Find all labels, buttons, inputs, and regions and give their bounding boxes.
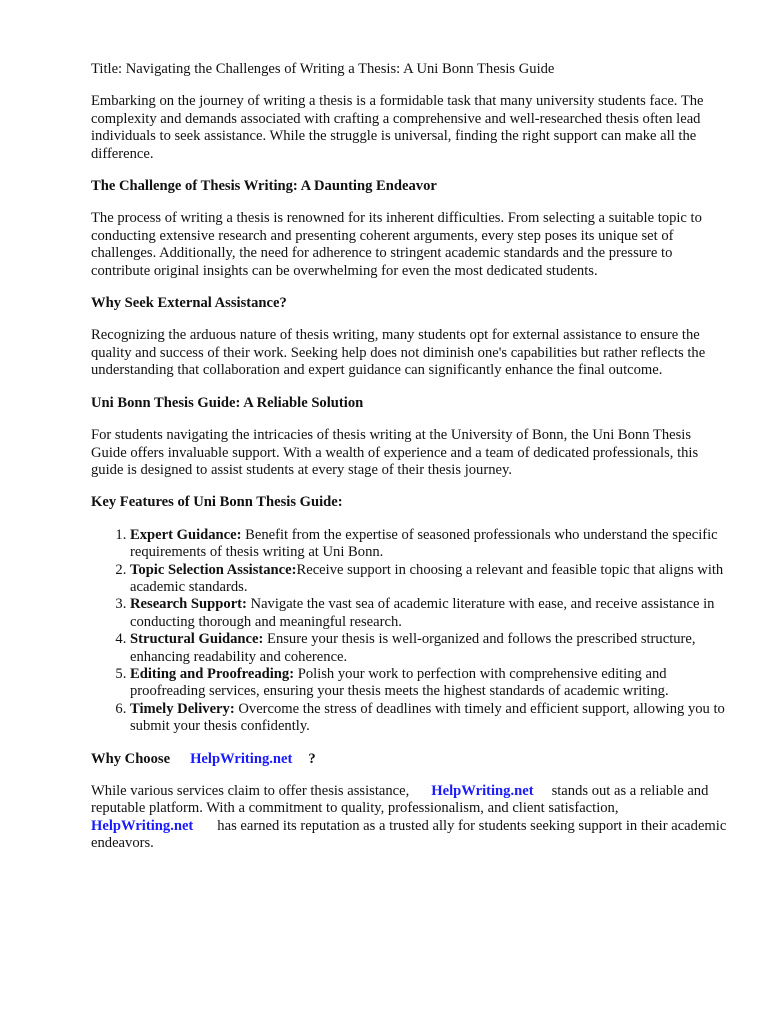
document-title: Title: Navigating the Challenges of Writing a Thesis: A Uni Bonn Thesis Guide <box>91 61 555 77</box>
final-paragraph <box>91 783 728 853</box>
heading-challenge: The Challenge of Thesis Writing: A Daunting Endeavor <box>91 178 437 195</box>
feature-label: Topic Selection Assistance: <box>130 561 297 578</box>
heading-features: Key Features of Uni Bonn Thesis Guide: <box>91 494 343 511</box>
final-text-1: While various services claim to offer thesis assistance, <box>91 783 410 799</box>
final-text-2: stands out as a reliable and reputable platform. With a commitment to quality, professionalism, and client satisfaction, <box>91 783 709 817</box>
helpwriting-link[interactable]: HelpWriting.net <box>91 817 194 834</box>
feature-text: Ensure your thesis is well-organized and follows the prescribed structure, enhancing readability and coherence. <box>130 631 696 665</box>
guide-paragraph: For students navigating the intricacies of thesis writing at the University of Bonn, the Uni Bonn Thesis Guide offers invaluable support. With a wealth of experience and a team of dedicated professionals, this guide is designed to assist students at every stage of their thesis journey. <box>91 427 699 478</box>
helpwriting-link[interactable]: HelpWriting.net <box>431 783 534 799</box>
features-list <box>91 527 728 736</box>
why-assistance-paragraph: Recognizing the arduous nature of thesis writing, many students opt for external assistance to ensure the quality and success of their work. Seeking help does not diminish one's capabilities but rather reflects the understanding that collaboration and expert guidance can significantly enhance the final outcome. <box>91 327 706 379</box>
helpwriting-link[interactable]: HelpWriting.net <box>190 750 293 767</box>
list-item <box>130 701 728 736</box>
feature-text: Polish your work to perfection with comprehensive editing and proofreading services, ensuring your thesis meets the highest standards of academic writing. <box>130 665 669 700</box>
feature-text: Overcome the stress of deadlines with timely and efficient support, allowing you to submit your thesis confidently. <box>130 700 725 735</box>
why-choose-suffix: ? <box>308 750 316 767</box>
list-item <box>130 527 728 562</box>
list-item <box>130 596 728 631</box>
heading-guide: Uni Bonn Thesis Guide: A Reliable Solution <box>91 394 364 411</box>
feature-text: Benefit from the expertise of seasoned professionals who understand the specific requirements of thesis writing at Uni Bonn. <box>130 526 718 561</box>
feature-label: Expert Guidance: <box>130 526 242 543</box>
feature-label: Research Support: <box>130 596 247 613</box>
challenge-paragraph: The process of writing a thesis is renowned for its inherent difficulties. From selecting a suitable topic to conducting extensive research and presenting coherent arguments, every step poses its unique set of challenges. Additionally, the need for adherence to stringent academic standards and the pressure to contribute original insights can be overwhelming for even the most dedicated students. <box>91 210 702 279</box>
feature-text: Navigate the vast sea of academic literature with ease, and receive assistance in conducting thorough and meaningful research. <box>130 596 715 630</box>
intro-paragraph: Embarking on the journey of writing a thesis is a formidable task that many university students face. The complexity and demands associated with crafting a comprehensive and well-researched thesis often lead individuals to seek assistance. While the struggle is universal, finding the right support can make all the difference. <box>91 93 704 162</box>
list-item <box>130 562 728 597</box>
why-choose-prefix: Why Choose <box>91 750 171 767</box>
list-item <box>130 631 728 666</box>
feature-label: Timely Delivery: <box>130 700 235 717</box>
heading-why-assistance: Why Seek External Assistance? <box>91 295 287 312</box>
feature-label: Editing and Proofreading: <box>130 665 295 682</box>
heading-why-choose <box>91 751 728 768</box>
feature-text: Receive support in choosing a relevant and feasible topic that aligns with academic standards. <box>130 561 724 595</box>
final-text-3: has earned its reputation as a trusted ally for students seeking support in their academic endeavors. <box>91 817 727 852</box>
feature-label: Structural Guidance: <box>130 631 264 648</box>
list-item <box>130 666 728 701</box>
